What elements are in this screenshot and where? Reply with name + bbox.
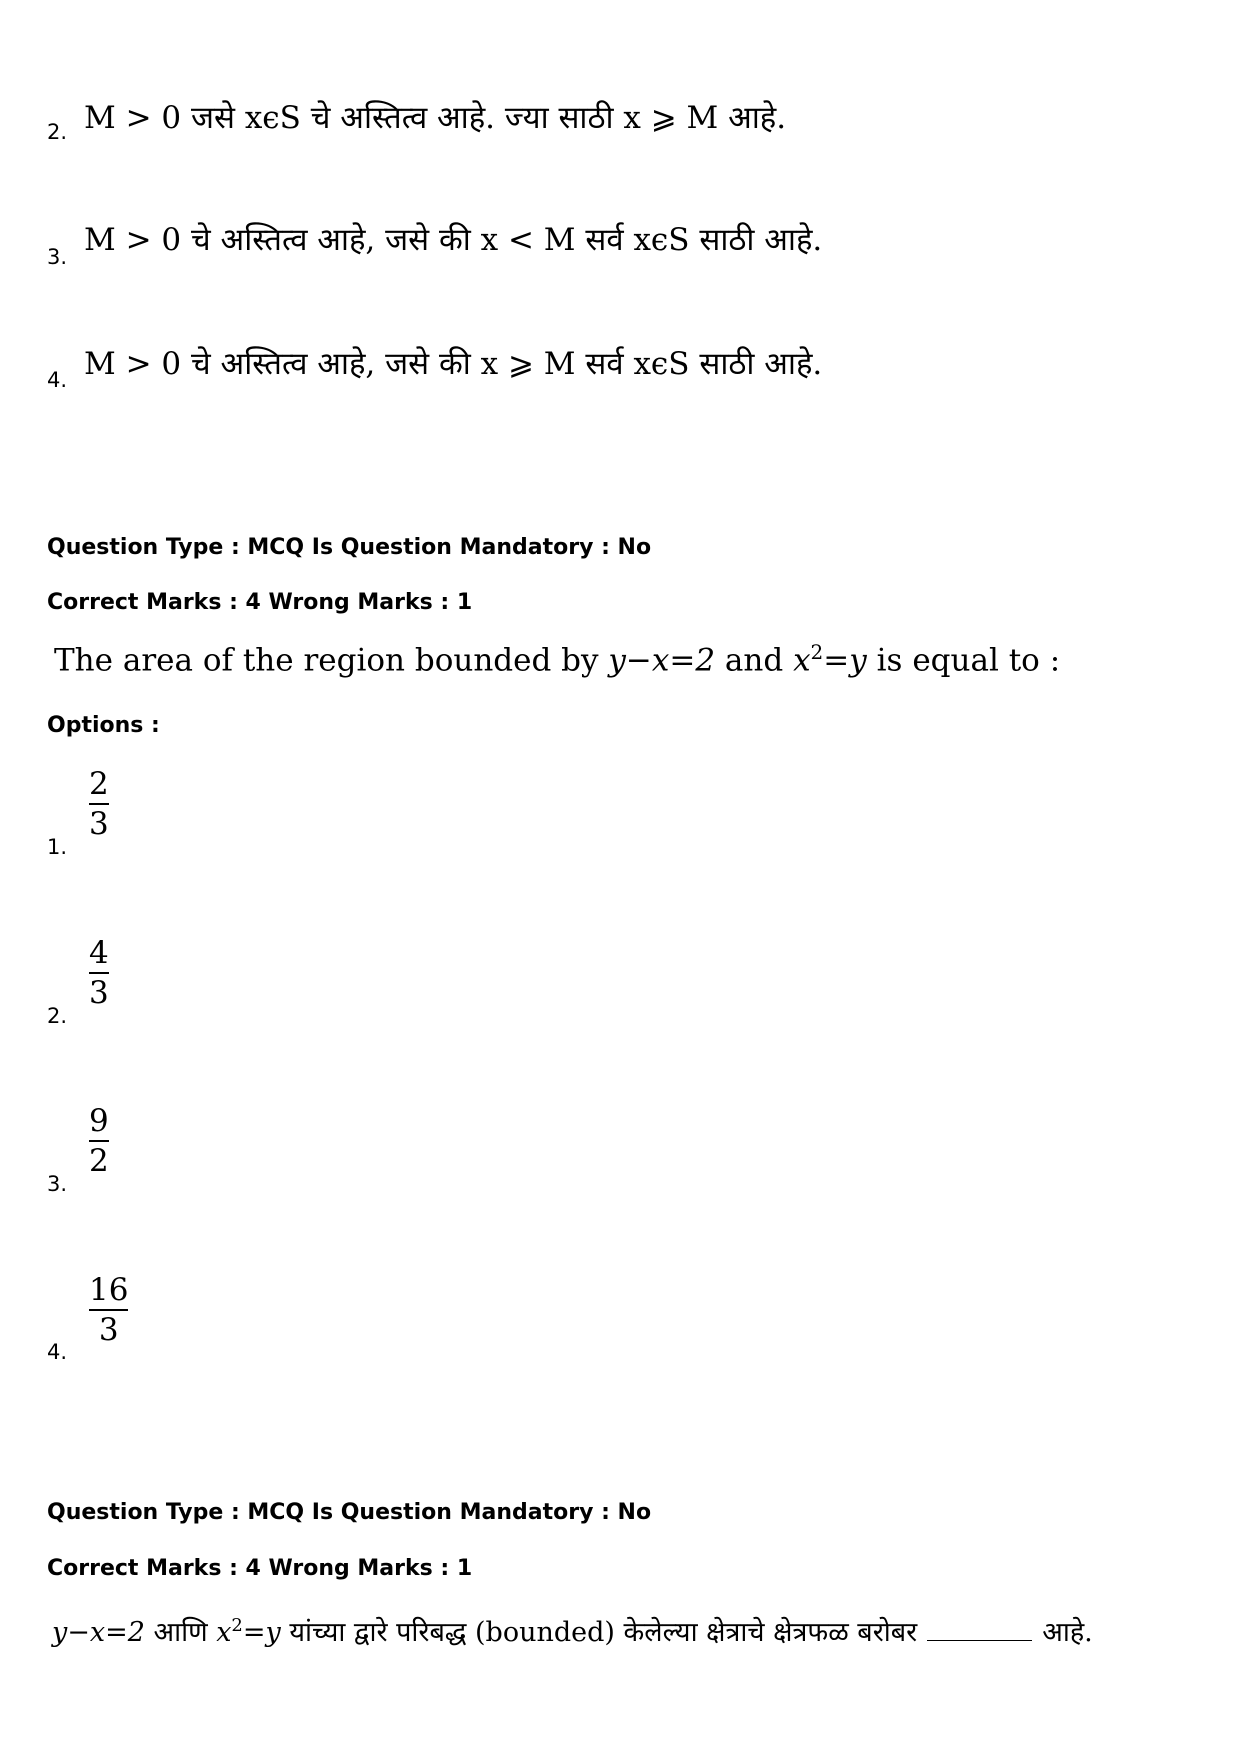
- fraction-bar: [89, 803, 109, 805]
- option-text: M > 0 चे अस्तित्व आहे, जसे की x ⩾ M सर्व xϵS साठी आहे.: [84, 346, 823, 382]
- fraction-bar: [89, 972, 109, 974]
- denominator: 3: [89, 806, 109, 842]
- question-text: [54, 640, 1060, 678]
- option-number: 3.: [47, 245, 68, 269]
- option-number: 1.: [47, 835, 68, 859]
- math-base: x: [793, 642, 811, 679]
- options-label: Options :: [47, 713, 160, 738]
- fraction-bar: [89, 1309, 128, 1311]
- question-text: [52, 1612, 1093, 1649]
- math-expression: y−x=2: [52, 1617, 145, 1648]
- marks-line: Correct Marks : 4 Wrong Marks : 1: [47, 1556, 473, 1581]
- answer-blank: [927, 1640, 1032, 1641]
- denominator: 3: [89, 975, 109, 1011]
- math-rest: =y: [242, 1617, 281, 1648]
- option-text: M > 0 चे अस्तित्व आहे, जसे की x < M सर्व xϵS साठी आहे.: [84, 222, 823, 258]
- math-base: x: [216, 1617, 232, 1648]
- math-exponent: 2: [810, 640, 824, 664]
- denominator: 3: [98, 1312, 119, 1348]
- option-number: 3.: [47, 1172, 68, 1196]
- fraction: [89, 1272, 128, 1348]
- fraction: [89, 935, 109, 1011]
- marks-line: Correct Marks : 4 Wrong Marks : 1: [47, 590, 473, 615]
- math-rest: =y: [823, 642, 867, 679]
- fraction-bar: [89, 1140, 109, 1142]
- option-number: 2.: [47, 1004, 68, 1028]
- question-text-end: आहे.: [1042, 1617, 1093, 1648]
- option-number: 4.: [47, 368, 68, 392]
- math-expression: y−x=2: [608, 642, 716, 679]
- denominator: 2: [89, 1143, 109, 1179]
- question-text-after: यांच्या द्वारे परिबद्ध (bounded) केलेल्या क्षेत्राचे क्षेत्रफळ बरोबर: [280, 1617, 918, 1648]
- fraction: [89, 766, 109, 842]
- question-text-mid: आणि: [144, 1617, 217, 1648]
- numerator: 2: [89, 766, 109, 802]
- numerator: 4: [89, 935, 109, 971]
- question-text-before: The area of the region bounded by: [54, 642, 609, 679]
- question-type-line: Question Type : MCQ Is Question Mandatory : No: [47, 535, 652, 560]
- math-exponent: 2: [231, 1615, 243, 1636]
- question-type-line: Question Type : MCQ Is Question Mandatory : No: [47, 1500, 652, 1525]
- fraction: [89, 1103, 109, 1179]
- option-number: 2.: [47, 120, 68, 144]
- question-text-after: is equal to :: [866, 642, 1061, 679]
- question-text-and: and: [715, 642, 794, 679]
- numerator: 9: [89, 1103, 109, 1139]
- option-text: M > 0 जसे xϵS चे अस्तित्व आहे. ज्या साठी x ⩾ M आहे.: [84, 100, 787, 136]
- numerator: 16: [89, 1272, 129, 1308]
- option-number: 4.: [47, 1340, 68, 1364]
